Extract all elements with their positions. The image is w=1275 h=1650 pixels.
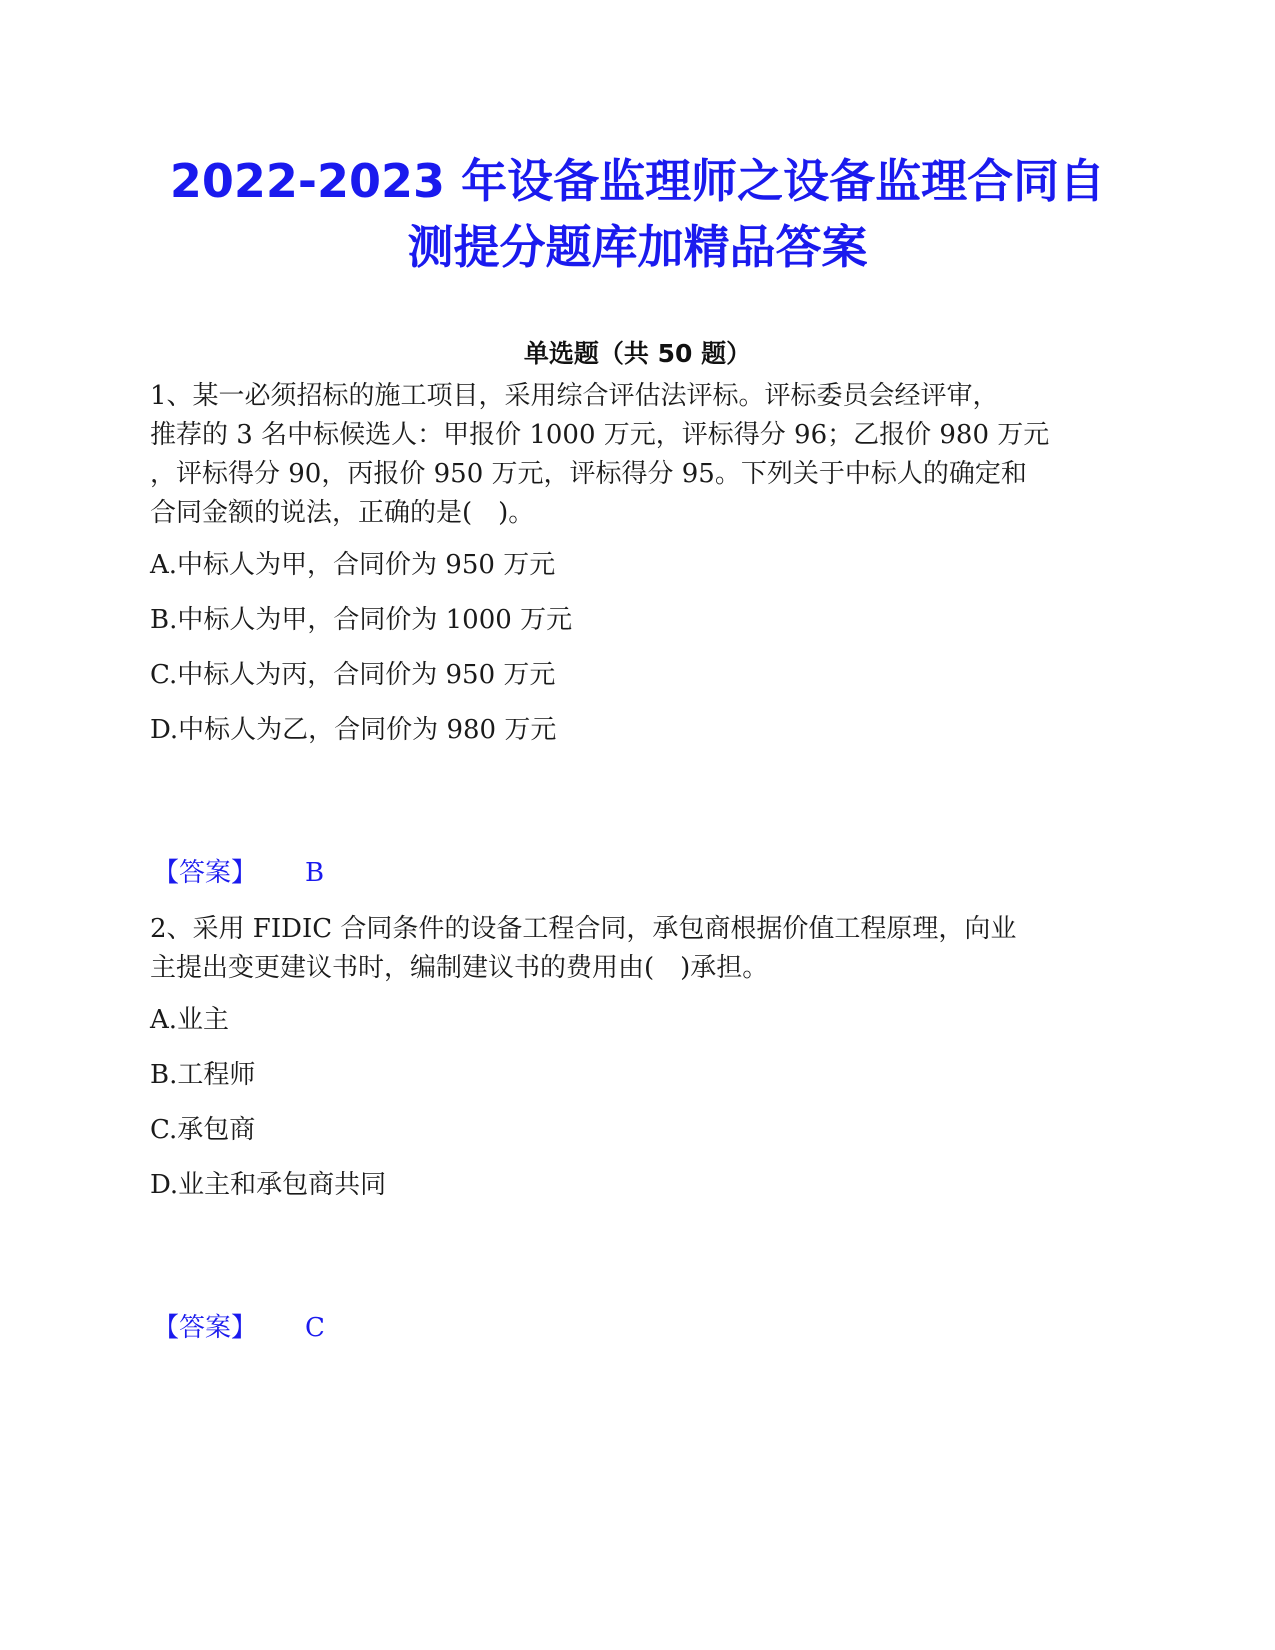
question-2-stem [150, 910, 1110, 988]
question-1-answer [153, 855, 324, 891]
question-stem-line: 推荐的 3 名中标候选人：甲报价 1000 万元，评标得分 96；乙报价 980 万元 [150, 420, 1050, 450]
document-title [100, 148, 1175, 280]
question-2 [150, 910, 1110, 1210]
question-1-option-c: C.中标人为丙，合同价为 950 万元 [150, 660, 556, 690]
question-2-option-d: D.业主和承包商共同 [150, 1170, 387, 1200]
section-heading: 单选题（共 50 题） [523, 339, 752, 368]
question-1-option-b: B.中标人为甲，合同价为 1000 万元 [150, 605, 573, 635]
question-1 [150, 377, 1110, 757]
question-1-stem [150, 377, 1110, 533]
question-2-option-a: A.业主 [150, 1005, 230, 1035]
answer-label: 【答案】 [153, 1313, 258, 1343]
question-2-answer [153, 1310, 325, 1346]
answer-value: B [305, 858, 325, 888]
question-1-option-d: D.中标人为乙，合同价为 980 万元 [150, 715, 557, 745]
question-stem-line: 2、采用 FIDIC 合同条件的设备工程合同，承包商根据价值工程原理，向业 [150, 914, 1017, 944]
question-stem-line: 合同金额的说法，正确的是( )。 [150, 498, 535, 528]
question-2-option-c: C.承包商 [150, 1115, 256, 1145]
document-title-line-1: 2022-2023 年设备监理师之设备监理合同自 [169, 154, 1106, 208]
answer-value: C [305, 1313, 325, 1343]
question-stem-line: ，评标得分 90，丙报价 950 万元，评标得分 95。下列关于中标人的确定和 [150, 459, 1027, 489]
answer-label: 【答案】 [153, 858, 258, 888]
document-title-line-2: 测提分题库加精品答案 [407, 220, 868, 274]
question-2-option-b: B.工程师 [150, 1060, 256, 1090]
question-1-option-a: A.中标人为甲，合同价为 950 万元 [150, 550, 556, 580]
question-stem-line: 主提出变更建议书时，编制建议书的费用由( )承担。 [150, 953, 769, 983]
question-stem-line: 1、某一必须招标的施工项目，采用综合评估法评标。评标委员会经评审， [150, 381, 999, 411]
